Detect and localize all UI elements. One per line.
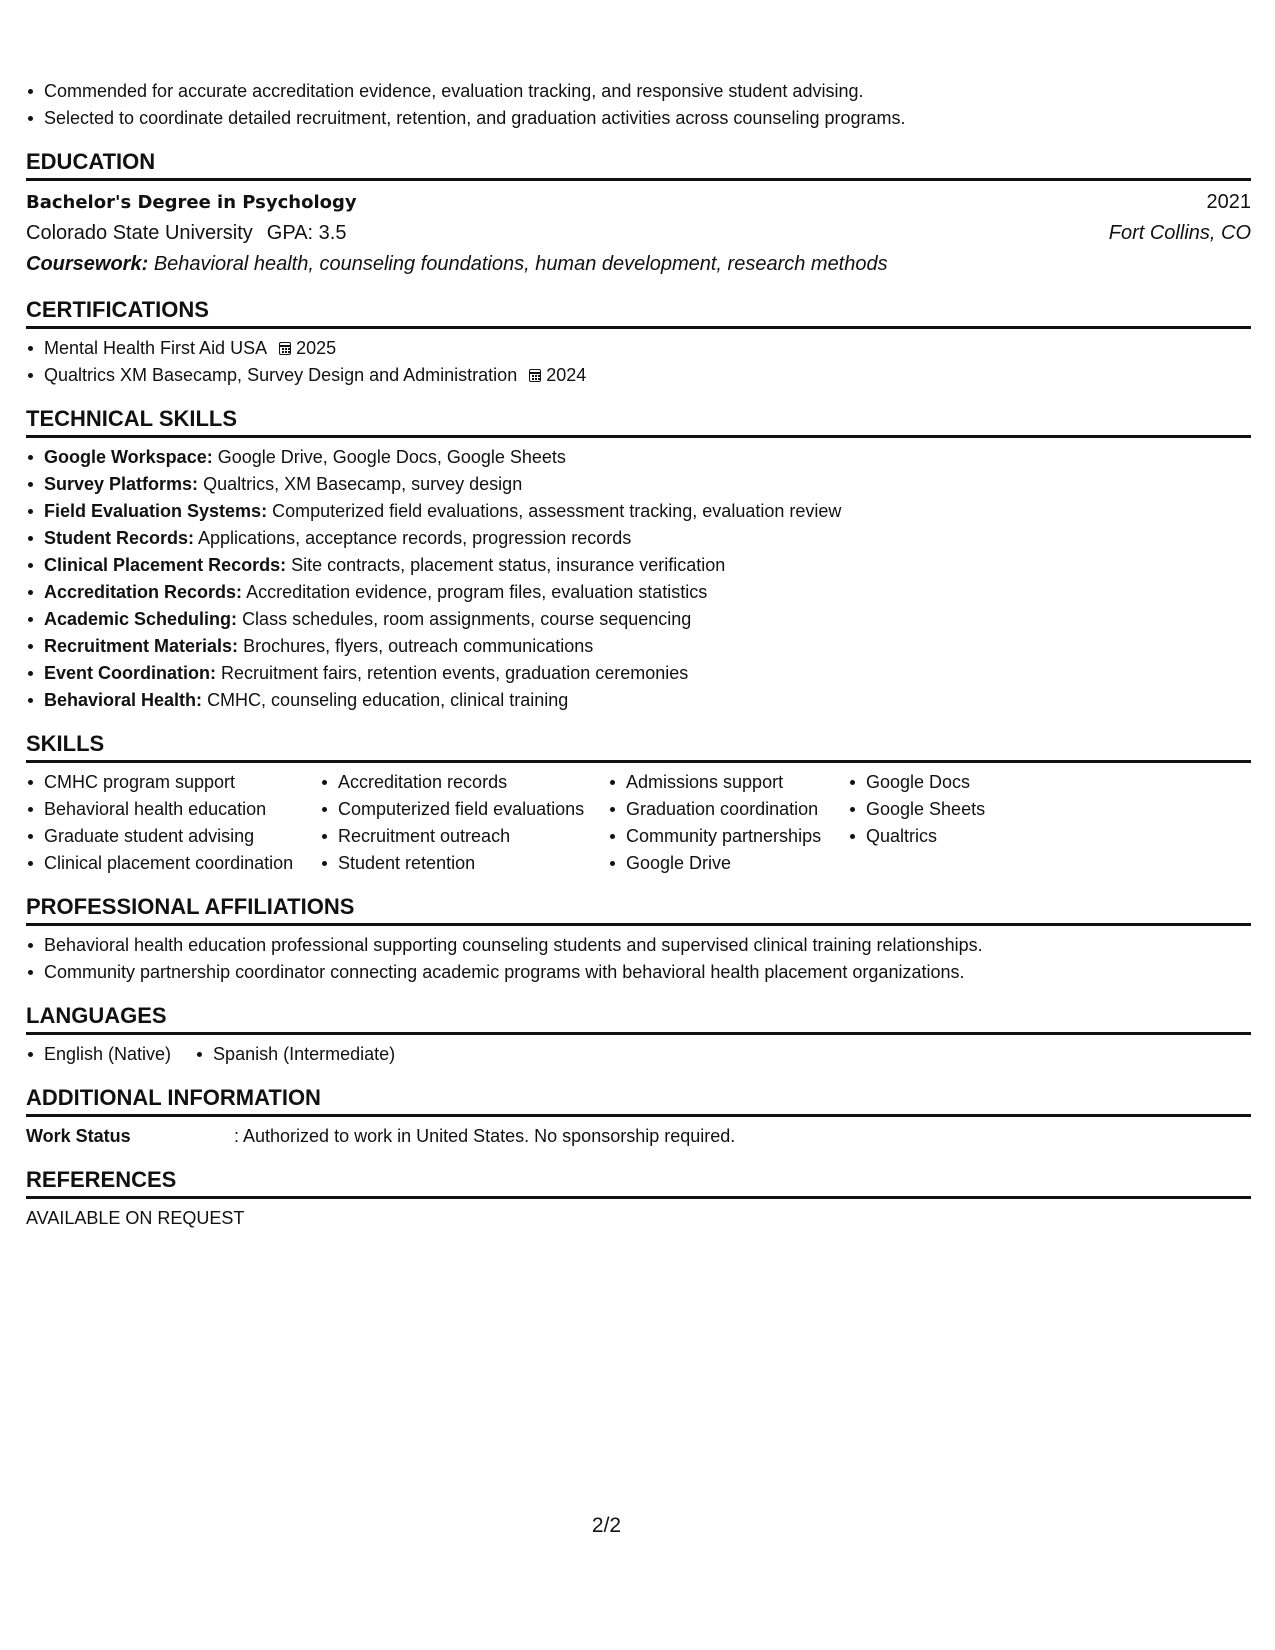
graduation-year: 2021 (1206, 191, 1251, 213)
list-item: Qualtrics (848, 823, 1088, 850)
skill-label: Accreditation Records: (44, 582, 243, 602)
skill-value: Applications, acceptance records, progression records (198, 528, 632, 548)
work-status-value: : Authorized to work in United States. No sponsorship required. (234, 1126, 736, 1146)
certifications-section (26, 280, 1251, 389)
list-item: Clinical placement coordination (26, 850, 320, 877)
coursework-text: Behavioral health, counseling foundations, human development, research methods (153, 253, 888, 275)
school-location: Fort Collins, CO (1108, 222, 1251, 244)
list-item (26, 444, 1251, 471)
calendar-icon (529, 369, 541, 382)
list-item (26, 606, 1251, 633)
technical-skills-section (26, 389, 1251, 714)
calendar-icon (279, 342, 291, 355)
skill-value: Computerized field evaluations, assessment tracking, evaluation review (272, 501, 842, 521)
affiliations-section (26, 877, 1251, 986)
list-item: Community partnership coordinator connecting academic programs with behavioral health placement organizations. (26, 959, 1251, 986)
skill-value: Brochures, flyers, outreach communications (243, 636, 594, 656)
list-item (26, 552, 1251, 579)
skill-label: Behavioral Health: (44, 690, 203, 710)
skill-label: Academic Scheduling: (44, 609, 238, 629)
skill-value: Accreditation evidence, program files, evaluation statistics (246, 582, 708, 602)
section-title: TECHNICAL SKILLS (26, 389, 1251, 438)
skill-value: Site contracts, placement status, insurance verification (291, 555, 726, 575)
skill-label: Clinical Placement Records: (44, 555, 287, 575)
coursework-label: Coursework: (26, 253, 149, 275)
list-item (26, 687, 1251, 714)
page-number: 2/2 (591, 1514, 622, 1537)
list-item (26, 525, 1251, 552)
section-title: CERTIFICATIONS (26, 280, 1251, 329)
skill-value: Recruitment fairs, retention events, graduation ceremonies (221, 663, 689, 683)
skills-column (608, 769, 848, 877)
list-item: Google Sheets (848, 796, 1088, 823)
list-item: Behavioral health education (26, 796, 320, 823)
references-section (26, 1150, 1251, 1232)
skills-section (26, 714, 1251, 877)
skill-label: Event Coordination: (44, 663, 216, 683)
skill-value: Class schedules, room assignments, course sequencing (242, 609, 692, 629)
section-title: LANGUAGES (26, 986, 1251, 1035)
list-item: English (Native) (26, 1041, 171, 1068)
list-item (26, 633, 1251, 660)
list-item: Admissions support (608, 769, 848, 796)
list-item (26, 335, 1251, 362)
list-item: Spanish (Intermediate) (195, 1041, 395, 1068)
list-item: Graduation coordination (608, 796, 848, 823)
work-status-label: Work Status (26, 1126, 131, 1146)
section-title: REFERENCES (26, 1150, 1251, 1199)
list-item (26, 498, 1251, 525)
skill-label: Recruitment Materials: (44, 636, 239, 656)
certification-name: Mental Health First Aid USA (44, 338, 268, 358)
skills-column (26, 769, 320, 877)
skill-label: Survey Platforms: (44, 474, 199, 494)
certification-year: 2024 (546, 365, 587, 385)
coursework (26, 249, 1251, 280)
experience-bullets (26, 78, 1251, 132)
skill-label: Google Workspace: (44, 447, 213, 467)
list-item: Selected to coordinate detailed recruitment, retention, and graduation activities across counseling programs. (26, 105, 1251, 132)
section-title: EDUCATION (26, 132, 1251, 181)
skills-grid (26, 769, 1251, 877)
list-item: CMHC program support (26, 769, 320, 796)
list-item: Commended for accurate accreditation evidence, evaluation tracking, and responsive student advising. (26, 78, 1251, 105)
degree: Bachelor's Degree in Psychology (26, 192, 357, 213)
list-item: Behavioral health education professional supporting counseling students and supervised clinical training relationships. (26, 932, 1251, 959)
school-name: Colorado State University (26, 222, 253, 244)
list-item: Recruitment outreach (320, 823, 608, 850)
skills-column (848, 769, 1088, 877)
list-item (26, 579, 1251, 606)
skill-value: CMHC, counseling education, clinical training (207, 690, 569, 710)
section-title: PROFESSIONAL AFFILIATIONS (26, 877, 1251, 926)
skill-label: Field Evaluation Systems: (44, 501, 268, 521)
list-item: Computerized field evaluations (320, 796, 608, 823)
skill-value: Google Drive, Google Docs, Google Sheets (217, 447, 566, 467)
list-item (26, 471, 1251, 498)
list-item: Student retention (320, 850, 608, 877)
list-item (26, 660, 1251, 687)
skill-label: Student Records: (44, 528, 195, 548)
skill-value: Qualtrics, XM Basecamp, survey design (203, 474, 523, 494)
additional-information-section (26, 1068, 1251, 1150)
references-text: AVAILABLE ON REQUEST (26, 1208, 245, 1228)
certification-name: Qualtrics XM Basecamp, Survey Design and Administration (44, 365, 518, 385)
gpa: GPA: 3.5 (266, 222, 347, 244)
education-section (26, 132, 1251, 280)
list-item: Accreditation records (320, 769, 608, 796)
languages-section (26, 986, 1251, 1068)
list-item (26, 362, 1251, 389)
certification-year: 2025 (296, 338, 337, 358)
section-title: SKILLS (26, 714, 1251, 763)
list-item: Google Docs (848, 769, 1088, 796)
resume-page (26, 78, 1251, 1232)
section-title: ADDITIONAL INFORMATION (26, 1068, 1251, 1117)
skills-column (320, 769, 608, 877)
list-item: Google Drive (608, 850, 848, 877)
list-item: Graduate student advising (26, 823, 320, 850)
list-item: Community partnerships (608, 823, 848, 850)
